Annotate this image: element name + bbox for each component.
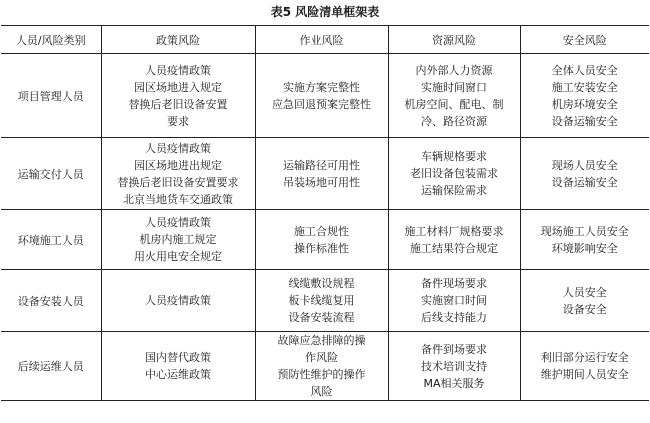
table-caption: 表5 风险清单框架表 — [270, 5, 380, 19]
cell-line: 实施时间窗口 — [421, 80, 487, 94]
cell-line: 冷、路径资源 — [421, 114, 487, 128]
cell-line: 中心运维政策 — [145, 368, 211, 381]
cell-line: 要求 — [167, 114, 189, 128]
operation-risk-cell — [255, 210, 388, 270]
safety-risk-cell — [520, 138, 649, 210]
cell-line: 故障应急排障的操 — [277, 334, 366, 347]
cell-line: 用火用电安全规定 — [134, 250, 222, 263]
safety-risk-cell — [520, 54, 649, 138]
table-row — [1, 332, 649, 401]
header-policy-risk: 政策风险 — [101, 26, 255, 54]
header-role: 人员/风险类别 — [1, 26, 101, 54]
header-resource-risk: 资源风险 — [388, 26, 520, 54]
cell-line: 机房环境安全 — [551, 97, 618, 111]
role-cell: 环境施工人员 — [1, 210, 101, 270]
cell-line: 人员安全 — [562, 285, 607, 299]
cell-line: 国内替代政策 — [145, 351, 211, 364]
cell-line: 全体人员安全 — [551, 63, 618, 77]
role-cell: 后续运维人员 — [1, 332, 101, 401]
cell-line: 应急回退预案完整性 — [272, 97, 371, 111]
cell-line: 操作标准性 — [294, 241, 349, 255]
cell-line: 吊装场地可用性 — [283, 175, 360, 189]
cell-line: 设备安装流程 — [288, 311, 355, 324]
cell-line: 设备安全 — [562, 302, 607, 316]
cell-line: 现场人员安全 — [551, 158, 618, 172]
cell-line: 备件到场要求 — [421, 342, 487, 356]
table-row — [1, 138, 649, 210]
cell-line: 人员疫情政策 — [145, 63, 211, 77]
policy-risk-cell — [101, 138, 255, 210]
policy-risk-cell — [101, 210, 255, 270]
cell-line: 车辆规格要求 — [421, 150, 487, 163]
resource-risk-cell — [388, 210, 520, 270]
policy-risk-cell — [101, 332, 255, 401]
safety-risk-cell — [520, 332, 649, 401]
operation-risk-cell — [255, 332, 388, 401]
table-row — [1, 54, 649, 138]
operation-risk-cell — [255, 270, 388, 332]
cell-line: 老旧设备包装需求 — [410, 167, 498, 180]
operation-risk-cell — [255, 54, 388, 138]
safety-risk-cell — [520, 270, 649, 332]
operation-risk-cell — [255, 138, 388, 210]
role-cell: 项目管理人员 — [1, 54, 101, 138]
table-row — [1, 210, 649, 270]
cell-line: 技术培训支持 — [421, 359, 487, 373]
cell-line: 风险 — [310, 385, 333, 398]
resource-risk-cell — [388, 138, 520, 210]
risk-list-table — [1, 25, 649, 401]
cell-line: 替换后老旧设备安置要求 — [117, 175, 239, 189]
cell-line: 施工安装安全 — [551, 80, 618, 94]
cell-line: 施工合规性 — [294, 224, 349, 238]
cell-line: 设备运输安全 — [551, 175, 618, 189]
cell-line: 运输保险需求 — [421, 184, 487, 197]
policy-risk-cell — [101, 270, 255, 332]
cell-line: 后线支持能力 — [421, 311, 487, 324]
cell-line: 园区场地进入规定 — [134, 80, 222, 94]
resource-risk-cell — [388, 332, 520, 401]
cell-line: 线缆敷设规程 — [288, 277, 355, 290]
cell-line: 北京当地货车交通政策 — [123, 192, 233, 206]
cell-line: 备件现场要求 — [421, 277, 487, 290]
header-operation-risk: 作业风险 — [255, 26, 388, 54]
cell-line: 内外部人力资源 — [415, 63, 493, 77]
cell-line: 机房内施工规定 — [139, 233, 217, 246]
cell-line: 运输路径可用性 — [283, 158, 360, 172]
header-safety-risk: 安全风险 — [520, 26, 649, 54]
table-row — [1, 270, 649, 332]
cell-line: 实施方案完整性 — [283, 80, 360, 94]
policy-risk-cell — [101, 54, 255, 138]
cell-line: 机房空间、配电、制 — [404, 97, 504, 111]
cell-line: MA相关服务 — [423, 376, 485, 390]
role-cell: 设备安装人员 — [1, 270, 101, 332]
cell-line: 园区场地进出规定 — [134, 158, 222, 172]
cell-line: 作风险 — [305, 351, 338, 364]
cell-line: 施工结果符合规定 — [410, 241, 498, 255]
cell-line: 施工材料厂规格要求 — [404, 224, 504, 238]
cell-line: 人员疫情政策 — [145, 141, 211, 155]
cell-line: 替换后老旧设备安置 — [128, 97, 228, 111]
resource-risk-cell — [388, 54, 520, 138]
header-row — [1, 26, 649, 54]
cell-line: 利旧部分运行安全 — [540, 351, 629, 364]
safety-risk-cell — [520, 210, 649, 270]
cell-line: 预防性维护的操作 — [277, 368, 366, 381]
cell-line: 板卡线缆复用 — [288, 294, 355, 307]
resource-risk-cell — [388, 270, 520, 332]
cell-line: 人员疫情政策 — [145, 216, 211, 229]
cell-line: 现场施工人员安全 — [540, 224, 629, 238]
role-cell: 运输交付人员 — [1, 138, 101, 210]
cell-line: 环境影响安全 — [551, 241, 618, 255]
cell-line: 人员疫情政策 — [145, 294, 211, 307]
cell-line: 实施窗口时间 — [421, 294, 487, 307]
cell-line: 维护期间人员安全 — [540, 368, 629, 381]
cell-line: 设备运输安全 — [551, 114, 618, 128]
